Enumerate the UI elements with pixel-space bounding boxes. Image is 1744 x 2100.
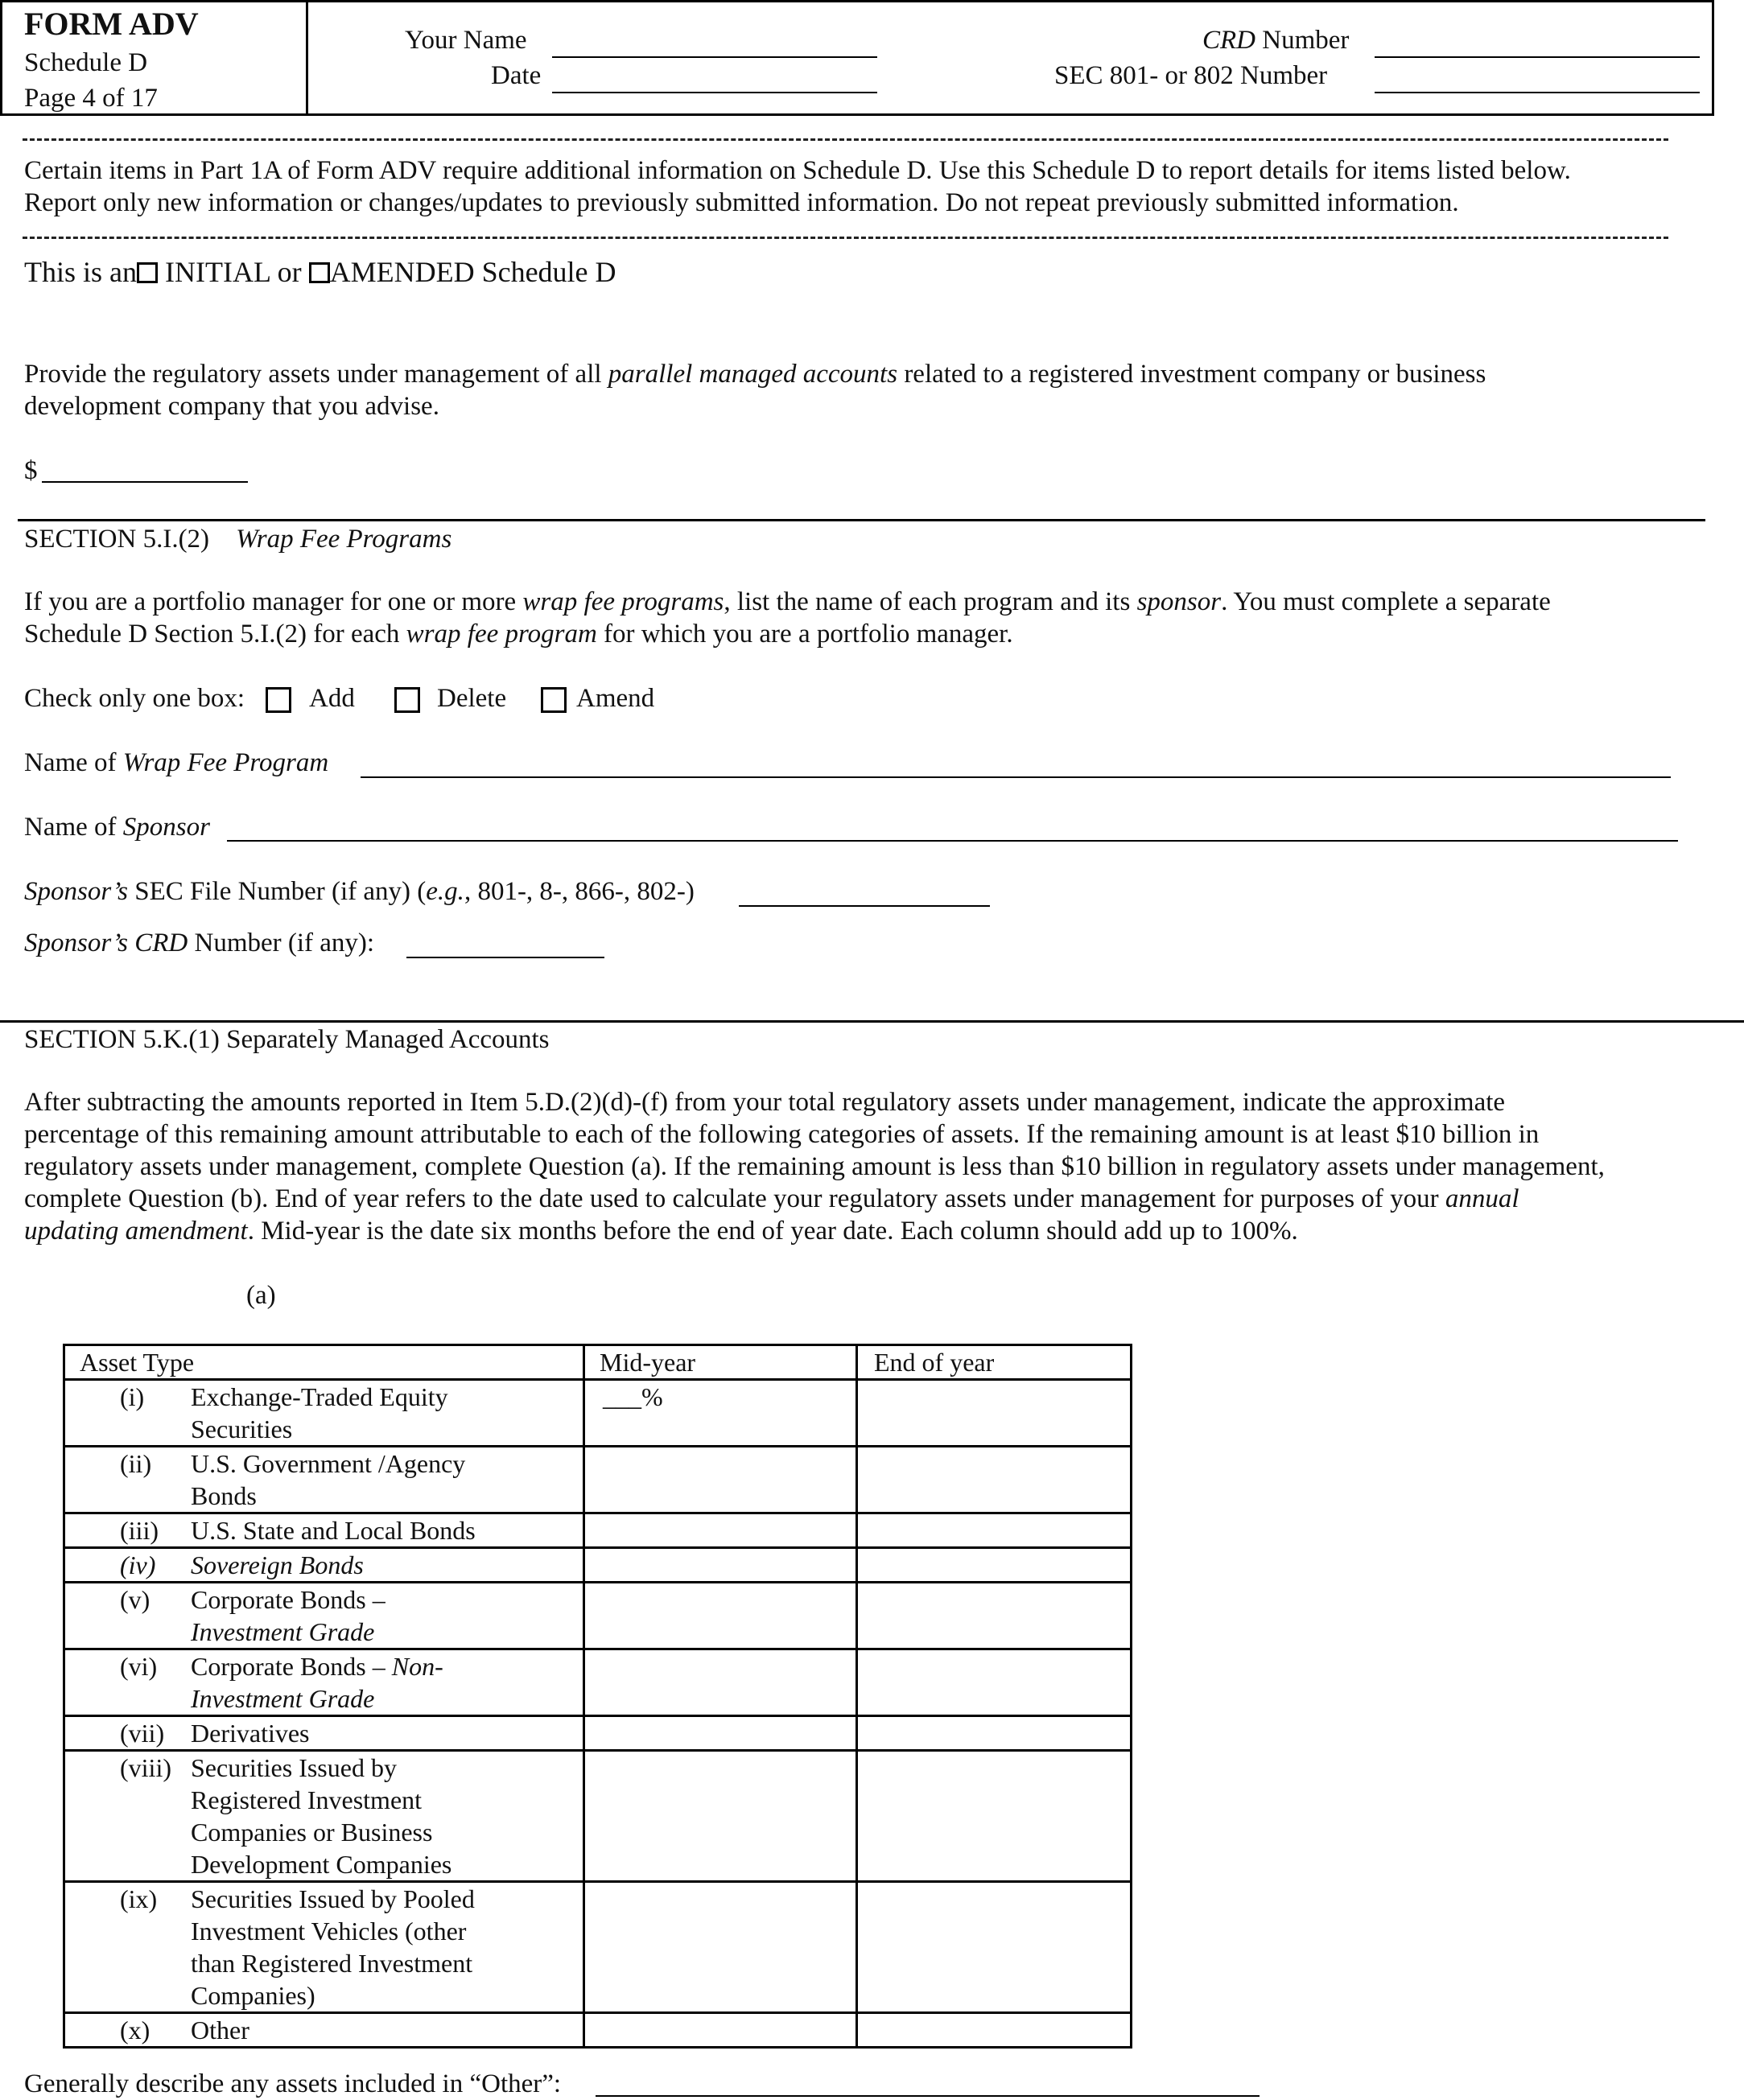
section-rule — [0, 1020, 1744, 1023]
row-number: (ix) — [120, 1884, 158, 1913]
end-of-year-cell[interactable] — [857, 1380, 1132, 1447]
amend-checkbox[interactable] — [541, 687, 567, 713]
wrap-fee-para-line-2: Schedule D Section 5.I.(2) for each wrap fee program for which you are a portfolio manager. — [24, 620, 1013, 649]
mid-year-cell[interactable] — [584, 1649, 857, 1716]
asset-type-label: Sovereign Bonds — [191, 1550, 364, 1579]
parallel-amount-field[interactable] — [42, 481, 248, 483]
crd-number-label: CRD Number — [1202, 26, 1350, 55]
end-of-year-cell[interactable] — [857, 1649, 1132, 1716]
table-row: (vi) Corporate Bonds – Non- Investment Grade — [64, 1649, 1132, 1716]
delete-checkbox[interactable] — [394, 687, 420, 713]
describe-other-field[interactable] — [596, 2095, 1260, 2097]
mid-year-cell[interactable] — [584, 1548, 857, 1583]
parallel-accounts-line-1: Provide the regulatory assets under management of all parallel managed accounts related to a registered investment company or business — [24, 360, 1486, 389]
asset-type-label: Securities Issued by Pooled — [191, 1884, 475, 1913]
row-number: (vi) — [120, 1652, 158, 1681]
asset-type-label: Other — [191, 2016, 249, 2044]
mid-year-percent: ___% — [603, 1382, 663, 1411]
page-number: Page 4 of 17 — [24, 84, 158, 113]
asset-type-label: Derivatives — [191, 1719, 310, 1748]
sponsor-name-field[interactable] — [227, 840, 1678, 842]
date-label: Date — [491, 61, 542, 90]
end-of-year-cell[interactable] — [857, 1716, 1132, 1751]
asset-type-label: Exchange-Traded Equity — [191, 1382, 448, 1411]
sponsor-crd-label: Sponsor’s CRD Number (if any): — [24, 929, 375, 957]
check-one-label: Check only one box: — [24, 684, 245, 713]
row-number: (iii) — [120, 1516, 159, 1545]
asset-type-label: Corporate Bonds – Non- — [191, 1652, 443, 1681]
header-asset-type: Asset Type — [64, 1345, 584, 1380]
table-header-row — [64, 1345, 1132, 1380]
row-number: (i) — [120, 1382, 145, 1411]
table-row — [64, 1513, 1132, 1548]
asset-type-label: Securities Issued by — [191, 1753, 397, 1782]
form-title: FORM ADV — [24, 6, 199, 42]
table-row — [64, 1716, 1132, 1751]
row-number: (ii) — [120, 1449, 152, 1478]
asset-type-label: U.S. State and Local Bonds — [191, 1516, 476, 1545]
mid-year-cell[interactable] — [584, 2013, 857, 2048]
sponsor-name-label: Name of Sponsor — [24, 813, 210, 842]
dashed-divider — [23, 138, 1668, 141]
header-divider — [306, 0, 308, 116]
end-of-year-cell[interactable] — [857, 1583, 1132, 1649]
table-row: (viii) Securities Issued by Registered Investment Companies or Business Development Companies — [64, 1751, 1132, 1882]
mid-year-cell[interactable] — [584, 1716, 857, 1751]
sma-para-line-4: complete Question (b). End of year refers to the date used to calculate your regulatory assets under management for purposes of your annual — [24, 1184, 1519, 1213]
sponsor-sec-file-field[interactable] — [739, 905, 990, 907]
question-a-label: (a) — [246, 1281, 276, 1310]
amend-label: Amend — [576, 684, 655, 713]
header-mid-year: Mid-year — [584, 1345, 857, 1380]
section-rule — [18, 519, 1705, 521]
sponsor-sec-file-label: Sponsor’s SEC File Number (if any) (e.g., 801-, 8-, 866-, 802-) — [24, 877, 695, 906]
parallel-accounts-line-2: development company that you advise. — [24, 392, 439, 421]
dashed-divider — [23, 237, 1668, 239]
delete-label: Delete — [437, 684, 507, 713]
header-box — [0, 0, 1714, 116]
wrap-fee-program-name-field[interactable] — [361, 776, 1671, 778]
add-label: Add — [309, 684, 355, 713]
mid-year-cell[interactable] — [584, 1380, 857, 1447]
your-name-label: Your Name — [405, 26, 527, 55]
crd-number-field[interactable] — [1375, 56, 1700, 58]
date-field[interactable] — [552, 92, 877, 93]
table-row: (v) Corporate Bonds – Investment Grade — [64, 1583, 1132, 1649]
end-of-year-cell[interactable] — [857, 1447, 1132, 1513]
section-5i2-title: SECTION 5.I.(2) Wrap Fee Programs — [24, 525, 452, 554]
table-row — [64, 2013, 1132, 2048]
sma-para-line-3: regulatory assets under management, complete Question (a). If the remaining amount is less than $10 billion in regulatory assets under management, — [24, 1152, 1605, 1181]
sma-para-line-2: percentage of this remaining amount attributable to each of the following categories of assets. If the remaining amount is at least $10 billion in — [24, 1120, 1540, 1149]
sponsor-crd-field[interactable] — [406, 957, 604, 958]
dollar-sign: $ — [24, 456, 38, 485]
add-checkbox[interactable] — [266, 687, 291, 713]
sec-number-field[interactable] — [1375, 92, 1700, 93]
describe-other-label: Generally describe any assets included in “Other”: — [24, 2069, 562, 2098]
table-row — [64, 1548, 1132, 1583]
asset-type-label: Corporate Bonds – — [191, 1585, 385, 1614]
asset-type-label: U.S. Government /Agency — [191, 1449, 466, 1478]
intro-line-1: Certain items in Part 1A of Form ADV require additional information on Schedule D. Use this Schedule D to report details for items listed below. — [24, 156, 1571, 185]
wrap-fee-program-name-label: Name of Wrap Fee Program — [24, 748, 329, 777]
header-end-of-year: End of year — [857, 1345, 1132, 1380]
asset-type-table — [63, 1344, 1132, 2049]
end-of-year-cell[interactable] — [857, 1882, 1132, 2013]
end-of-year-cell[interactable] — [857, 1513, 1132, 1548]
end-of-year-cell[interactable] — [857, 2013, 1132, 2048]
row-number: (v) — [120, 1585, 150, 1614]
schedule-label: Schedule D — [24, 48, 148, 77]
mid-year-cell[interactable] — [584, 1882, 857, 2013]
row-number: (iv) — [120, 1550, 156, 1579]
row-number: (vii) — [120, 1719, 165, 1748]
table-row: (ix) Securities Issued by Pooled Investment Vehicles (other than Registered Investment Companies) — [64, 1882, 1132, 2013]
mid-year-cell[interactable] — [584, 1583, 857, 1649]
section-5k1-title: SECTION 5.K.(1) Separately Managed Accounts — [24, 1025, 550, 1054]
end-of-year-cell[interactable] — [857, 1751, 1132, 1882]
your-name-field[interactable] — [552, 56, 877, 58]
table-row: (i) Exchange-Traded Equity Securities ___% — [64, 1380, 1132, 1447]
initial-checkbox[interactable] — [137, 262, 158, 283]
mid-year-cell[interactable] — [584, 1513, 857, 1548]
sma-para-line-5: updating amendment. Mid-year is the date six months before the end of year date. Each column should add up to 100%. — [24, 1217, 1298, 1246]
row-number: (viii) — [120, 1753, 171, 1782]
initial-amended-row: This is an INITIAL or AMENDED Schedule D — [24, 256, 616, 288]
intro-line-2: Report only new information or changes/updates to previously submitted information. Do not repeat previously submitted information. — [24, 188, 1459, 217]
mid-year-cell[interactable] — [584, 1447, 857, 1513]
amended-checkbox[interactable] — [309, 262, 330, 283]
mid-year-cell[interactable] — [584, 1751, 857, 1882]
sma-para-line-1: After subtracting the amounts reported in Item 5.D.(2)(d)-(f) from your total regulatory assets under management, indicate the approximate — [24, 1088, 1506, 1117]
wrap-fee-para-line-1: If you are a portfolio manager for one or more wrap fee programs, list the name of each program and its sponsor. You must complete a separate — [24, 587, 1551, 616]
table-row: (ii) U.S. Government /Agency Bonds — [64, 1447, 1132, 1513]
sec-number-label: SEC 801- or 802 Number — [1054, 61, 1328, 90]
row-number: (x) — [120, 2016, 150, 2044]
end-of-year-cell[interactable] — [857, 1548, 1132, 1583]
